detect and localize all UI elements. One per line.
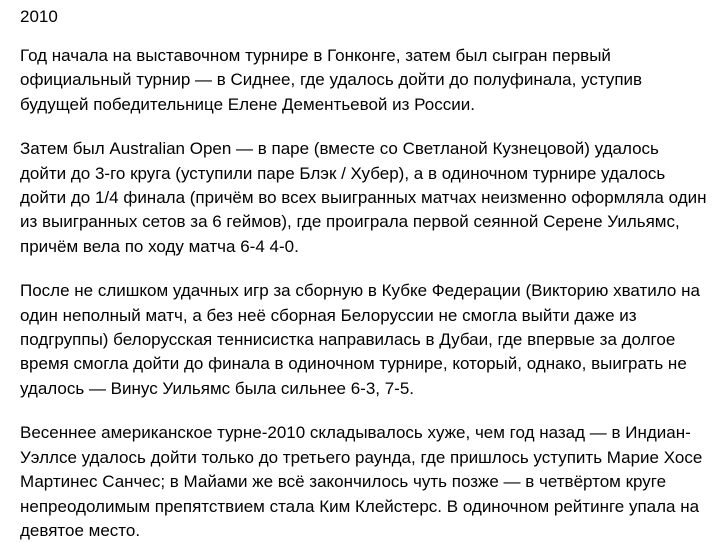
year-heading: 2010	[20, 7, 58, 26]
paragraph-australian-open: Затем был Australian Open — в паре (вместе со Светланой Кузнецовой) удалось дойти до 3-го круга (уступили паре Блэк / Хубер), а в одиночном турнире удалось дойти до 1/4 финала (причём во всех выигранных матчах неизменно оформляла один из выигранных сетов за 6 геймов), где проиграла первой сеянной Серене Уильямс, причём вела по ходу матча 6-4 4-0.	[20, 139, 707, 256]
paragraph-fed-cup-dubai: После не слишком удачных игр за сборную в Кубке Федерации (Викторию хватило на один неполный матч, а без неё сборная Белоруссии не смогла выйти даже из подгруппы) белорусская теннисистка направилась в Дубаи, где впервые за долгое время смогла дойти до финала в одиночном турнире, который, однако, выиграть не удалось — Винус Уильямс была сильнее 6-3, 7-5.	[20, 281, 700, 398]
paragraph-spring-american-tour: Весеннее американское турне-2010 складывалось хуже, чем год назад — в Индиан-Уэллсе удалось дойти только до третьего раунда, где пришлось уступить Марие Хосе Мартинес Санчес; в Майами же всё закончилось чуть позже — в четвёртом круге непреодолимым препятствием стала Ким Клейстерс. В одиночном рейтинге упала на девятое место.	[20, 423, 703, 540]
paragraph-hong-kong-sydney: Год начала на выставочном турнире в Гонконге, затем был сыгран первый официальный турнир — в Сиднее, где удалось дойти до полуфинала, уступив будущей победительнице Елене Дементьевой из России.	[20, 46, 643, 114]
